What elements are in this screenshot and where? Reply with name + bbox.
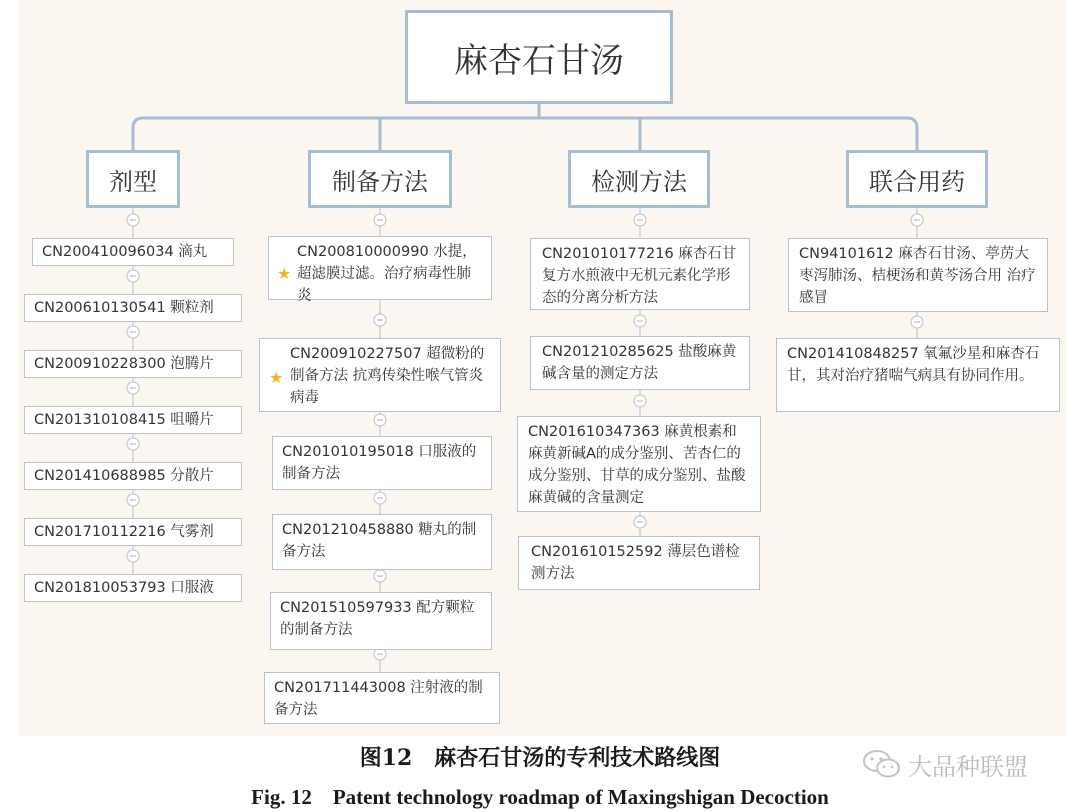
category-dosage-form: 剂型	[86, 150, 180, 208]
patent-node: CN201610347363 麻黄根素和麻黄新碱A的成分鉴别、苦杏仁的成分鉴别、甘草的成分鉴别、盐酸麻黄碱的含量测定	[517, 416, 761, 512]
patent-node: CN201510597933 配方颗粒的制备方法	[270, 592, 492, 650]
patent-node: CN201010195018 口服液的制备方法	[272, 436, 492, 490]
patent-node: CN201610152592 薄层色谱检测方法	[518, 536, 760, 590]
category-preparation-method: 制备方法	[308, 150, 452, 208]
figure-caption-chinese: 图12 麻杏石甘汤的专利技术路线图	[359, 745, 721, 771]
patent-node	[259, 338, 501, 412]
patent-node: CN201010177216 麻杏石甘复方水煎液中无机元素化学形态的分离分析方法	[530, 238, 750, 310]
patent-node: CN201810053793 口服液	[24, 574, 242, 602]
patent-node-text: CN200810000990 水提，超滤膜过滤。治疗病毒性肺炎	[297, 244, 477, 304]
patent-node: CN200910228300 泡腾片	[24, 350, 242, 378]
patent-node	[268, 236, 492, 304]
patent-node: CN201210458880 糖丸的制备方法	[272, 514, 492, 570]
root-topic: 麻杏石甘汤	[405, 10, 673, 104]
category-combination-therapy: 联合用药	[846, 150, 988, 208]
category-detection-method: 检测方法	[568, 150, 710, 208]
watermark-text: 大品种联盟	[908, 752, 1028, 781]
patent-node: CN200610130541 颗粒剂	[24, 294, 242, 322]
patent-node: CN200410096034 滴丸	[32, 238, 234, 266]
patent-node: CN201410848257 氧氟沙星和麻杏石甘，其对治疗猪喘气病具有协同作用。	[776, 338, 1060, 412]
patent-node: CN94101612 麻杏石甘汤、葶苈大枣泻肺汤、桔梗汤和黄芩汤合用 治疗感冒	[788, 238, 1048, 312]
patent-node: CN201310108415 咀嚼片	[24, 406, 242, 434]
star-icon: ★	[277, 264, 292, 283]
patent-node: CN201210285625 盐酸麻黄碱含量的测定方法	[530, 336, 750, 390]
patent-node: CN201410688985 分散片	[24, 462, 242, 490]
patent-node-text: CN200910227507 超微粉的制备方法 抗鸡传染性喉气管炎病毒	[290, 346, 485, 406]
star-icon: ★	[269, 368, 284, 387]
patent-node: CN201711443008 注射液的制备方法	[264, 672, 500, 724]
patent-node: CN201710112216 气雾剂	[24, 518, 242, 546]
figure-caption-english: Fig. 12 Patent technology roadmap of Maxingshigan Decoction	[251, 785, 829, 809]
wechat-icon	[862, 748, 902, 780]
watermark	[862, 744, 1028, 784]
